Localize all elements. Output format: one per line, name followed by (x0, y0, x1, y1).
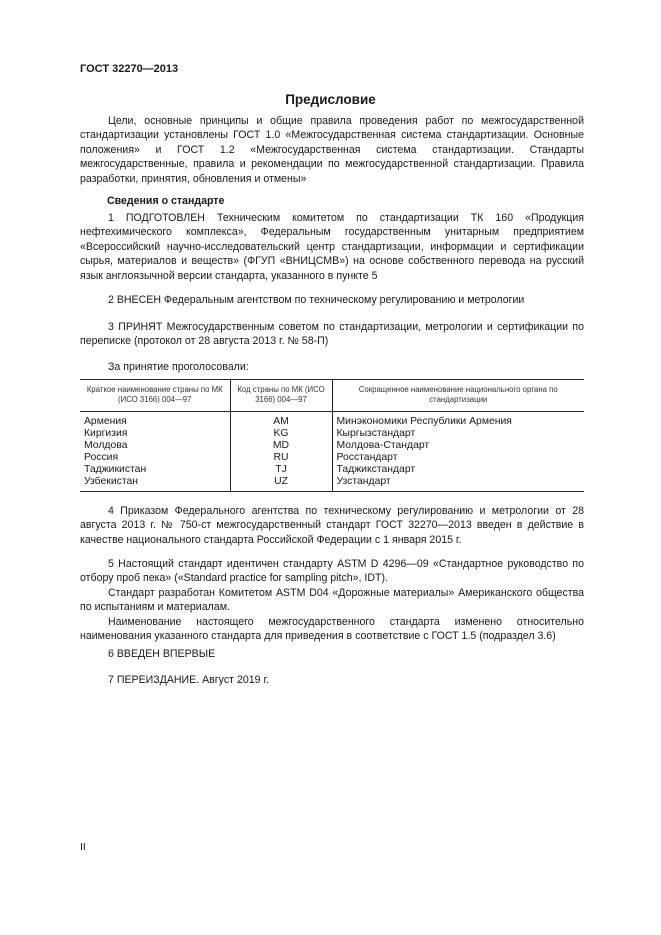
item-4-text: 4 Приказом Федерального агентства по техническому регулированию и метрологии от 28 августа 2013 г. № 750-ст межгосударственный стандарт ГОСТ 32270—2013 введен в действие в качестве национального стандарта Российской Федерации с 1 января 2015 г. (80, 505, 584, 546)
item-2-text: 2 ВНЕСЕН Федеральным агентством по техническому регулированию и метрологии (108, 294, 525, 306)
cell-country: Киргизия (84, 428, 128, 439)
table-row (80, 428, 584, 440)
item-5-developer: Стандарт разработан Комитетом ASTM D04 «Дорожные материалы» Американского общества по испытаниям и материалам. (80, 586, 584, 614)
cell-body: Таджикстандарт (332, 464, 584, 476)
cell-body: Кыргызстандарт (332, 428, 584, 440)
foreword-intro (80, 114, 584, 186)
item-5 (80, 557, 584, 643)
cell-body: Узстандарт (332, 476, 584, 492)
cell-country: Россия (84, 452, 119, 463)
table-row (80, 464, 584, 476)
document-id: ГОСТ 32270—2013 (80, 63, 179, 75)
item-6-text: 6 ВВЕДЕН ВПЕРВЫЕ (108, 648, 216, 660)
item-7 (80, 673, 584, 687)
item-6 (80, 647, 584, 661)
header-code: Код страны по МК (ИСО 3166) 004—97 (230, 380, 332, 412)
cell-body: Росстандарт (332, 452, 584, 464)
cell-country: Таджикистан (84, 464, 147, 475)
item-2 (80, 293, 584, 307)
table-row (80, 476, 584, 492)
cell-body: Минэкономики Республики Армения (332, 412, 584, 429)
item-1-text: 1 ПОДГОТОВЛЕН Техническим комитетом по стандартизации ТК 160 «Продукция нефтехимического комплекса», Федеральным государственным унитарным предприятием «Всероссийский научно-исследовательский центр стандартизации, информации и сертификации сырья, материалов и веществ» (ФГУП «ВНИЦСМВ») на основе собственного перевода на русский язык англоязычной версии стандарта, указанного в пункте 5 (80, 212, 584, 282)
section-heading: Сведения о стандарте (107, 195, 225, 207)
item-5-text: 5 Настоящий стандарт идентичен стандарту ASTM D 4296—09 «Стандартное руководство по отбору проб пека» («Standard practice for sampling pitch», IDT). (80, 558, 584, 585)
item-7-text: 7 ПЕРЕИЗДАНИЕ. Август 2019 г. (108, 674, 269, 686)
item-3 (80, 320, 584, 349)
cell-country: Молдова (84, 440, 128, 451)
cell-country: Армения (84, 416, 127, 427)
cell-body: Молдова-Стандарт (332, 440, 584, 452)
cell-code: KG (230, 428, 332, 440)
table-header-row (80, 380, 584, 412)
header-body: Сокращенное наименование национального органа по стандартизации (332, 380, 584, 412)
cell-country: Узбекистан (80, 476, 230, 492)
page-number: II (80, 841, 86, 853)
voting-table (80, 379, 584, 492)
cell-code: MD (230, 440, 332, 452)
item-1 (80, 211, 584, 283)
voted-label-text: За принятие проголосовали: (108, 361, 249, 373)
cell-code: UZ (230, 476, 332, 492)
cell-code: AM (230, 412, 332, 429)
item-3-text: 3 ПРИНЯТ Межгосударственным советом по стандартизации, метрологии и сертификации по переписке (протокол от 28 августа 2013 г. № 58-П) (80, 321, 584, 348)
page-title: Предисловие (285, 92, 376, 107)
intro-paragraph: Цели, основные принципы и общие правила проведения работ по межгосударственной стандартизации установлены ГОСТ 1.0 «Межгосударственная система стандартизации. Основные положения» и ГОСТ 1.2 «Межгосударственная система стандартизации. Стандарты межгосударственные, правила и рекомендации по межгосударственной стандартизации. Правила разработки, принятия, обновления и отмены» (80, 115, 584, 185)
item-5-name-change: Наименование настоящего межгосударственного стандарта изменено относительно наименования указанного стандарта для приведения в соответствие с ГОСТ 1.5 (подраздел 3.6) (80, 615, 584, 643)
table-row (80, 412, 584, 429)
item-4 (80, 504, 584, 547)
cell-code: TJ (230, 464, 332, 476)
table-row (80, 440, 584, 452)
table-row (80, 452, 584, 464)
voted-label (80, 360, 584, 374)
cell-code: RU (230, 452, 332, 464)
header-country: Краткое наименование страны по МК (ИСО 3166) 004—97 (80, 380, 230, 412)
